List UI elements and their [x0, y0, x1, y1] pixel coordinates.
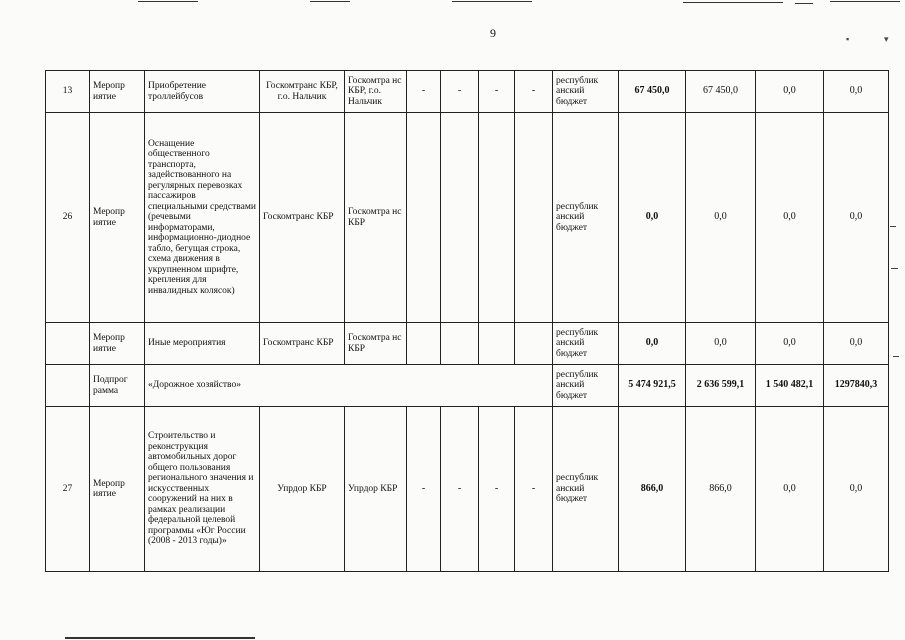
scan-mark: ▪	[846, 34, 850, 44]
row-year3: 0,0	[824, 71, 889, 113]
scan-line	[795, 3, 813, 4]
row-responsible: Госкомтранс КБР	[260, 113, 345, 323]
row-name: Строительство и реконструкция автомобильных дорог общего пользования регионального значения и искусственных сооружений на них в рамках реализации федеральной целевой программы «Юг России (2008 - 2013 годы)»	[145, 407, 260, 572]
page-number: 9	[490, 26, 496, 40]
row-year2: 0,0	[756, 71, 824, 113]
row-kind: Меропр иятие	[90, 323, 145, 365]
row-cell-dash: -	[441, 71, 479, 113]
row-responsible: Госкомтранс КБР	[260, 323, 345, 365]
row-year3: 0,0	[824, 407, 889, 572]
row-name: Оснащение общественного транспорта, задействованного на регулярных перевозках пассажиров специальными средствами (речевыми информаторами, информационно-диодное табло, бегущая строка, схема движения в укрупненном шрифте, крепления для инвалидных колясок)	[145, 113, 260, 323]
row-responsible: Госкомтранс КБР, г.о. Нальчик	[260, 71, 345, 113]
row-cell-dash: -	[515, 71, 553, 113]
row-name: Иные мероприятия	[145, 323, 260, 365]
budget-table	[45, 70, 889, 572]
row-total: 866,0	[619, 407, 686, 572]
subprogram-row	[46, 365, 889, 407]
row-cell-empty	[407, 323, 441, 365]
row-responsible: Упрдор КБР	[260, 407, 345, 572]
row-cell-dash: -	[479, 71, 515, 113]
subprogram-name: «Дорожное хозяйство»	[145, 365, 553, 407]
row-source: республик анский бюджет	[553, 365, 619, 407]
row-coexecutor: Госкомтра нс КБР	[345, 323, 407, 365]
row-source: республик анский бюджет	[553, 71, 619, 113]
row-cell-dash: -	[515, 407, 553, 572]
scan-line	[452, 1, 532, 2]
margin-dash	[891, 268, 898, 269]
scan-line	[683, 2, 783, 3]
row-number: 27	[46, 407, 90, 572]
scan-line	[65, 637, 255, 639]
row-year2: 0,0	[756, 407, 824, 572]
scan-line	[138, 1, 198, 2]
row-total: 67 450,0	[619, 71, 686, 113]
row-name: Приобретение троллейбусов	[145, 71, 260, 113]
row-total: 0,0	[619, 113, 686, 323]
row-source: республик анский бюджет	[553, 407, 619, 572]
row-year1: 0,0	[686, 113, 756, 323]
row-cell-dash: -	[407, 71, 441, 113]
row-number: 13	[46, 71, 90, 113]
row-cell-empty	[479, 113, 515, 323]
row-year3: 0,0	[824, 323, 889, 365]
row-number	[46, 365, 90, 407]
row-cell-dash: -	[479, 407, 515, 572]
row-cell-empty	[407, 113, 441, 323]
row-cell-dash: -	[441, 407, 479, 572]
row-year3: 1297840,3	[824, 365, 889, 407]
row-source: республик анский бюджет	[553, 323, 619, 365]
table-row	[46, 113, 889, 323]
row-cell-empty	[441, 113, 479, 323]
row-total: 0,0	[619, 323, 686, 365]
scan-line	[830, 1, 900, 2]
row-year1: 2 636 599,1	[686, 365, 756, 407]
row-source: республик анский бюджет	[553, 113, 619, 323]
table-row	[46, 71, 889, 113]
row-coexecutor: Госкомтра нс КБР, г.о. Нальчик	[345, 71, 407, 113]
row-number	[46, 323, 90, 365]
scan-line	[310, 1, 350, 2]
row-year3: 0,0	[824, 113, 889, 323]
row-cell-dash: -	[407, 407, 441, 572]
row-cell-empty	[441, 323, 479, 365]
row-total: 5 474 921,5	[619, 365, 686, 407]
row-year2: 1 540 482,1	[756, 365, 824, 407]
row-kind: Меропр иятие	[90, 407, 145, 572]
row-year2: 0,0	[756, 323, 824, 365]
row-coexecutor: Упрдор КБР	[345, 407, 407, 572]
row-cell-empty	[479, 323, 515, 365]
row-kind: Подпрог рамма	[90, 365, 145, 407]
table-row	[46, 407, 889, 572]
row-kind: Меропр иятие	[90, 71, 145, 113]
margin-dash	[890, 226, 896, 227]
row-kind: Меропр иятие	[90, 113, 145, 323]
margin-dash	[893, 356, 899, 357]
row-year1: 866,0	[686, 407, 756, 572]
row-cell-empty	[515, 323, 553, 365]
row-year2: 0,0	[756, 113, 824, 323]
row-cell-empty	[515, 113, 553, 323]
row-year1: 67 450,0	[686, 71, 756, 113]
row-year1: 0,0	[686, 323, 756, 365]
scan-mark: ▾	[884, 34, 889, 44]
table-row	[46, 323, 889, 365]
row-number: 26	[46, 113, 90, 323]
row-coexecutor: Госкомтра нс КБР	[345, 113, 407, 323]
